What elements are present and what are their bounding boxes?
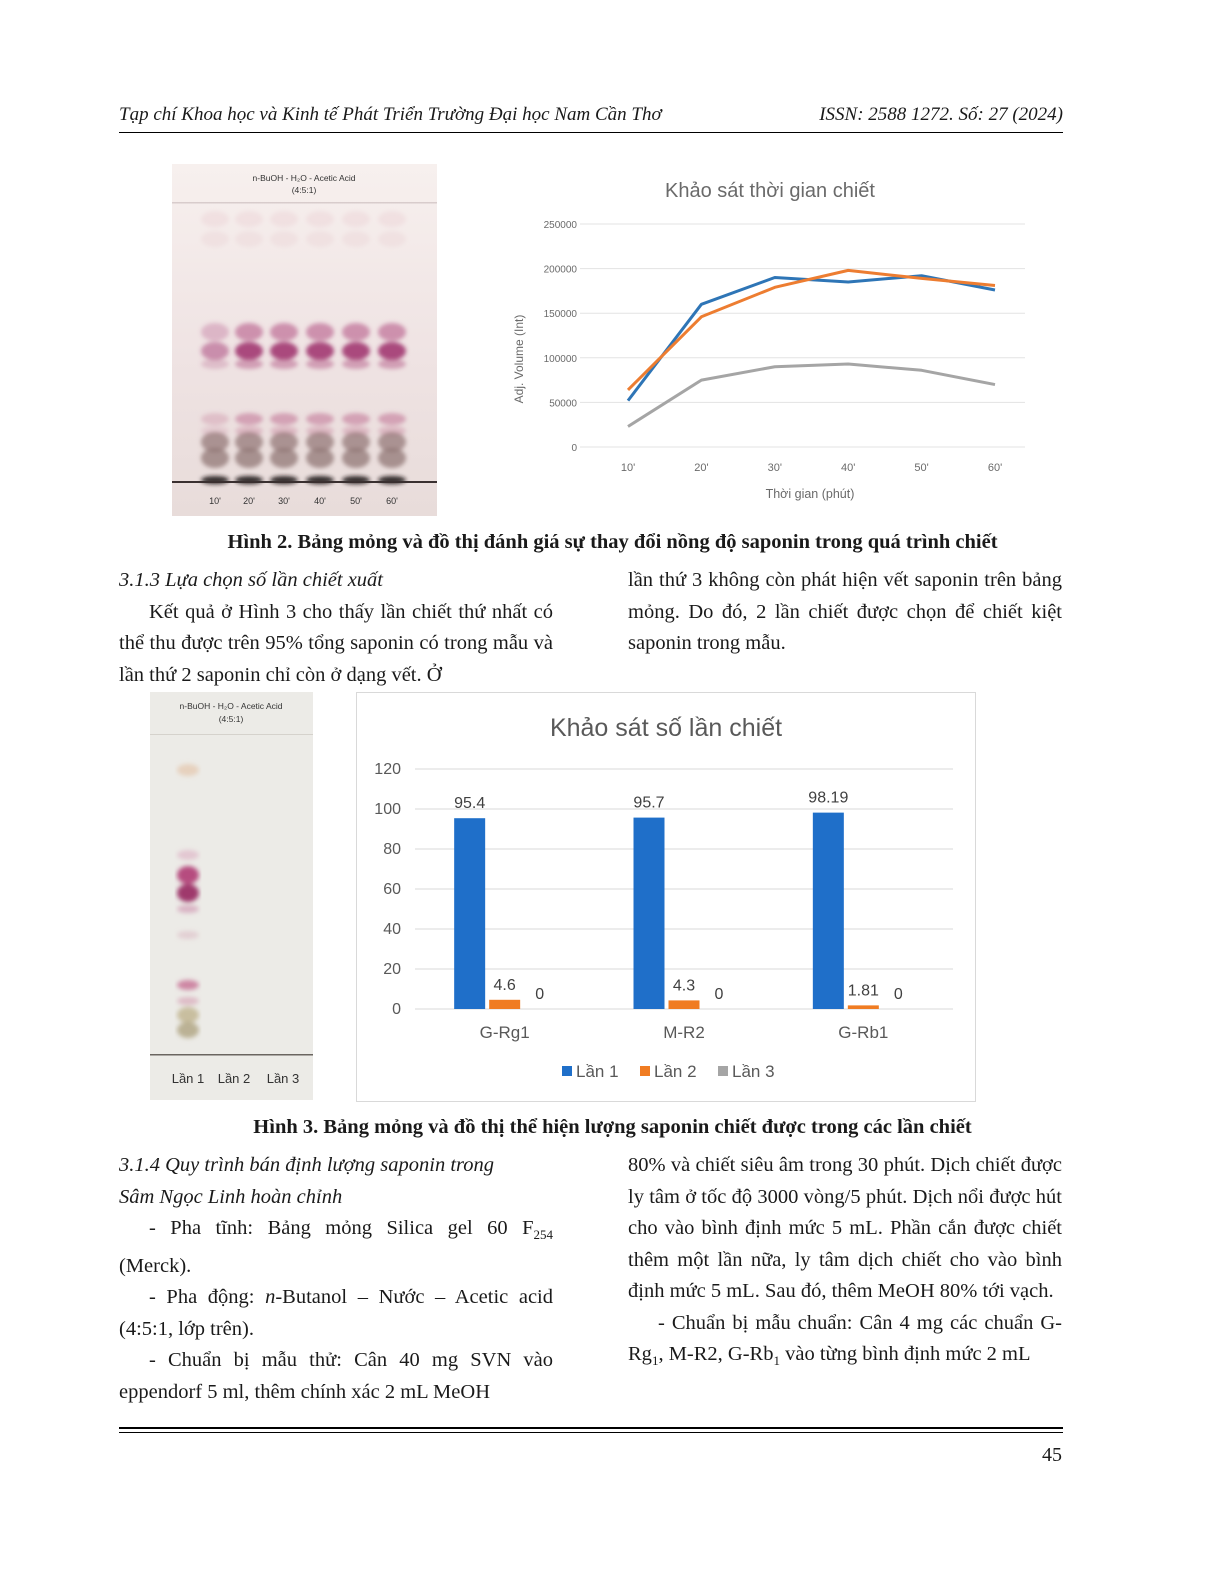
tlc-spot xyxy=(177,931,199,939)
left-column-section-314 xyxy=(119,1150,553,1408)
tlc-spot xyxy=(270,448,298,468)
legend-swatch-2 xyxy=(640,1066,650,1076)
tlc-spot xyxy=(306,342,334,360)
bar-G-Rb1-series-1 xyxy=(813,813,844,1009)
line-chart-xlabel: Thời gian (phút) xyxy=(765,487,855,501)
tlc-spot xyxy=(342,211,370,227)
tlc-spot xyxy=(201,342,229,360)
bar-chart-ytick: 100 xyxy=(374,801,401,818)
bar-data-label: 0 xyxy=(535,986,545,1003)
bar-chart-ytick: 0 xyxy=(392,1001,401,1018)
line-chart-extraction-time xyxy=(500,164,1040,516)
bar-data-label: 0 xyxy=(714,986,724,1003)
mobile-phase-text: - Pha động: xyxy=(149,1286,266,1309)
tlc-spot xyxy=(201,231,229,247)
tlc-spot xyxy=(177,1007,199,1023)
tlc-spot xyxy=(306,359,334,369)
line-chart-xtick: 40' xyxy=(841,462,856,474)
tlc-spot xyxy=(235,448,263,468)
tlc-plate-figure3 xyxy=(150,692,313,1100)
tlc-spot xyxy=(201,413,229,425)
tlc-spot xyxy=(177,866,199,884)
line-chart-series-1 xyxy=(628,276,995,401)
bar-chart-ytick: 80 xyxy=(383,841,401,858)
line-chart-ytick: 0 xyxy=(571,443,577,454)
stationary-phase-text-end: (Merck). xyxy=(119,1254,192,1277)
tlc-spot xyxy=(270,323,298,341)
mobile-phase-n-italic: n xyxy=(265,1286,276,1309)
bar-chart-svg xyxy=(357,693,975,1101)
legend-label-3: Lần 3 xyxy=(732,1062,775,1081)
legend-label-1: Lần 1 xyxy=(576,1062,619,1081)
tlc-title-line2-fig2: (4:5:1) xyxy=(291,185,317,195)
tlc-spot xyxy=(235,231,263,247)
standard-prep-subscript-1: 1 xyxy=(651,1353,659,1369)
tlc-lane-label: 30' xyxy=(278,496,290,506)
tlc-spot xyxy=(342,413,370,425)
tlc-spot xyxy=(306,323,334,341)
sample-prep-paragraph: - Chuẩn bị mẫu thử: Cân 40 mg SVN vào eppendorf 5 ml, thêm chính xác 2 mL MeOH xyxy=(119,1349,553,1403)
tlc-lane-label: 10' xyxy=(209,496,221,506)
tlc-spot xyxy=(306,448,334,468)
tlc-lane-label: Lần 1 xyxy=(171,1071,205,1086)
standard-prep-subscript-2: 1 xyxy=(773,1353,780,1369)
bar-data-label: 98.19 xyxy=(808,789,849,807)
tlc-spot xyxy=(270,413,298,425)
tlc-spot xyxy=(378,211,406,227)
tlc-spot xyxy=(177,850,199,860)
tlc-spot xyxy=(342,359,370,369)
mobile-phase-text-end: -Butanol – Nước – Acetic acid (4:5:1, lớp trên). xyxy=(119,1286,553,1340)
stationary-phase-text: - Pha tĩnh: Bảng mỏng Silica gel 60 F xyxy=(149,1217,534,1239)
legend-label-2: Lần 2 xyxy=(654,1062,697,1081)
sample-prep-paragraph-continued: 80% và chiết siêu âm trong 30 phút. Dịch chiết được ly tâm ở tốc độ 3000 vòng/5 phút. Dịch nổi được hút cho vào bình định mức 5 mL. Phần cắn được chiết thêm một lần nữa, ly tâm dịch chiết cho vào bình định mức 5 mL. Sau đó, thêm MeOH 80% tới vạch. xyxy=(628,1154,1062,1302)
line-chart-title: Khảo sát thời gian chiết xyxy=(665,180,875,202)
legend-swatch-3 xyxy=(718,1066,728,1076)
bar-chart-xtick: G-Rg1 xyxy=(479,1023,530,1042)
tlc-spot xyxy=(270,211,298,227)
bar-chart-ytick: 40 xyxy=(383,921,401,938)
tlc-lane-label: 60' xyxy=(386,496,398,506)
stationary-phase-paragraph xyxy=(119,1213,553,1282)
tlc-spot xyxy=(270,359,298,369)
issn-info: ISSN: 2588 1272. Số: 27 (2024) xyxy=(819,104,1063,125)
footer-rule-thick xyxy=(119,1427,1063,1429)
tlc-spot xyxy=(378,413,406,425)
left-column-section-313 xyxy=(119,565,553,691)
bar-data-label: 4.3 xyxy=(672,977,696,995)
line-chart-xtick: 60' xyxy=(987,462,1003,474)
tlc-spot xyxy=(306,211,334,227)
tlc-spot xyxy=(177,764,199,776)
bar-data-label: 4.6 xyxy=(493,976,516,994)
stationary-phase-subscript: 254 xyxy=(533,1227,553,1243)
legend-swatch-1 xyxy=(562,1066,572,1076)
line-chart-ytick: 250000 xyxy=(543,220,577,231)
section-heading-314-line1: 3.1.4 Quy trình bán định lượng saponin trong xyxy=(119,1154,494,1176)
tlc-spot xyxy=(378,231,406,247)
tlc-spot xyxy=(270,342,298,360)
tlc-spot xyxy=(342,231,370,247)
bar-data-label: 95.4 xyxy=(454,795,486,813)
page-number: 45 xyxy=(1042,1444,1062,1466)
footer-rule-thin xyxy=(119,1432,1063,1433)
tlc-spot xyxy=(378,448,406,468)
line-chart-xtick: 50' xyxy=(914,462,929,474)
header-rule xyxy=(119,132,1063,133)
section-heading-313: 3.1.3 Lựa chọn số lần chiết xuất xyxy=(119,569,383,591)
tlc-spot xyxy=(235,323,263,341)
bar-chart-title: Khảo sát số lần chiết xyxy=(549,714,783,742)
line-chart-xtick: 30' xyxy=(767,462,782,474)
line-chart-series-3 xyxy=(628,364,995,426)
tlc-title-line1-fig2: n-BuOH - H₂O - Acetic Acid xyxy=(252,173,356,183)
tlc-spot xyxy=(342,323,370,341)
tlc-spot xyxy=(235,211,263,227)
tlc-spot xyxy=(235,359,263,369)
line-chart-xtick: 10' xyxy=(620,462,636,474)
bar-G-Rg1-series-2 xyxy=(489,1000,520,1009)
tlc-spot xyxy=(177,905,199,913)
tlc-plate-figure2 xyxy=(172,164,437,516)
section-heading-314-line2: Sâm Ngọc Linh hoàn chỉnh xyxy=(119,1185,343,1208)
bar-chart-ytick: 120 xyxy=(374,761,401,778)
bar-G-Rg1-series-1 xyxy=(454,818,485,1009)
tlc-spot xyxy=(378,342,406,360)
bar-chart-xtick: G-Rb1 xyxy=(838,1023,889,1042)
section-313-paragraph: Kết quả ở Hình 3 cho thấy lần chiết thứ nhất có thể thu được trên 95% tổng saponin có trong mẫu và lần thứ 2 saponin chỉ còn ở dạng vết. Ở xyxy=(119,600,553,686)
standard-prep-text-mid: , M-R2, G-Rb xyxy=(658,1343,774,1365)
tlc-lane-label: 40' xyxy=(314,496,326,506)
bar-data-label: 1.81 xyxy=(847,982,879,1000)
bar-chart-extraction-count xyxy=(356,692,976,1102)
bar-chart-xtick: M-R2 xyxy=(663,1023,705,1042)
bar-chart-ytick: 20 xyxy=(383,961,401,978)
line-chart-svg xyxy=(500,164,1040,516)
line-chart-xtick: 20' xyxy=(694,462,709,474)
standard-prep-text: - Chuẩn bị mẫu chuẩn: Cân 4 mg các chuẩn G-Rg xyxy=(628,1311,1062,1365)
bar-M-R2-series-1 xyxy=(634,818,665,1009)
tlc-title-line1-fig3: n-BuOH - H₂O - Acetic Acid xyxy=(179,701,283,711)
figure2-caption: Hình 2. Bảng mỏng và đồ thị đánh giá sự thay đổi nồng độ saponin trong quá trình chiết xyxy=(227,531,998,553)
tlc-lane-label: 20' xyxy=(243,496,255,506)
tlc-spot xyxy=(201,323,229,341)
bar-chart-ytick: 60 xyxy=(383,881,401,898)
line-chart-ytick: 150000 xyxy=(543,309,577,321)
tlc-plate-figure2-graphic xyxy=(172,164,437,516)
section-313-paragraph-continued: lần thứ 3 không còn phát hiện vết saponin trên bảng mỏng. Do đó, 2 lần chiết được chọn để chiết kiệt saponin trong mẫu. xyxy=(628,569,1062,654)
tlc-spot xyxy=(378,359,406,369)
tlc-spot xyxy=(378,323,406,341)
tlc-lane-label: Lần 2 xyxy=(217,1071,251,1086)
mobile-phase-paragraph xyxy=(119,1282,553,1345)
bar-data-label: 0 xyxy=(893,986,903,1003)
line-chart-ytick: 100000 xyxy=(543,353,577,365)
tlc-spot xyxy=(201,359,229,369)
tlc-spot xyxy=(270,231,298,247)
bar-G-Rb1-series-2 xyxy=(848,1005,879,1009)
tlc-lane-label: Lần 3 xyxy=(266,1071,300,1086)
tlc-spot xyxy=(235,413,263,425)
line-chart-ylabel: Adj. Volume (Int) xyxy=(512,314,526,404)
right-column-section-313 xyxy=(628,565,1062,660)
line-chart-ytick: 200000 xyxy=(543,264,577,276)
tlc-spot xyxy=(177,884,199,902)
tlc-title-line2-fig3: (4:5:1) xyxy=(218,714,244,724)
journal-title: Tạp chí Khoa học và Kinh tế Phát Triển Trường Đại học Nam Cần Thơ xyxy=(119,104,662,125)
figure3-caption: Hình 3. Bảng mỏng và đồ thị thể hiện lượng saponin chiết được trong các lần chiết xyxy=(253,1116,972,1138)
bar-data-label: 95.7 xyxy=(633,794,665,812)
tlc-spot xyxy=(342,448,370,468)
tlc-lane-label: 50' xyxy=(350,496,362,506)
right-column-section-314 xyxy=(628,1150,1062,1377)
tlc-spot xyxy=(201,448,229,468)
tlc-spot xyxy=(306,413,334,425)
tlc-plate-figure3-graphic xyxy=(150,692,313,1100)
tlc-spot xyxy=(342,342,370,360)
standard-prep-text-end: vào từng bình định mức 2 mL xyxy=(779,1343,1031,1365)
tlc-spot xyxy=(306,231,334,247)
line-chart-ytick: 50000 xyxy=(549,398,577,410)
tlc-spot xyxy=(235,342,263,360)
tlc-spot xyxy=(177,1022,199,1038)
tlc-spot xyxy=(201,211,229,227)
standard-prep-paragraph xyxy=(628,1308,1062,1377)
bar-M-R2-series-2 xyxy=(669,1000,700,1009)
tlc-spot xyxy=(177,980,199,990)
tlc-spot xyxy=(177,997,199,1005)
